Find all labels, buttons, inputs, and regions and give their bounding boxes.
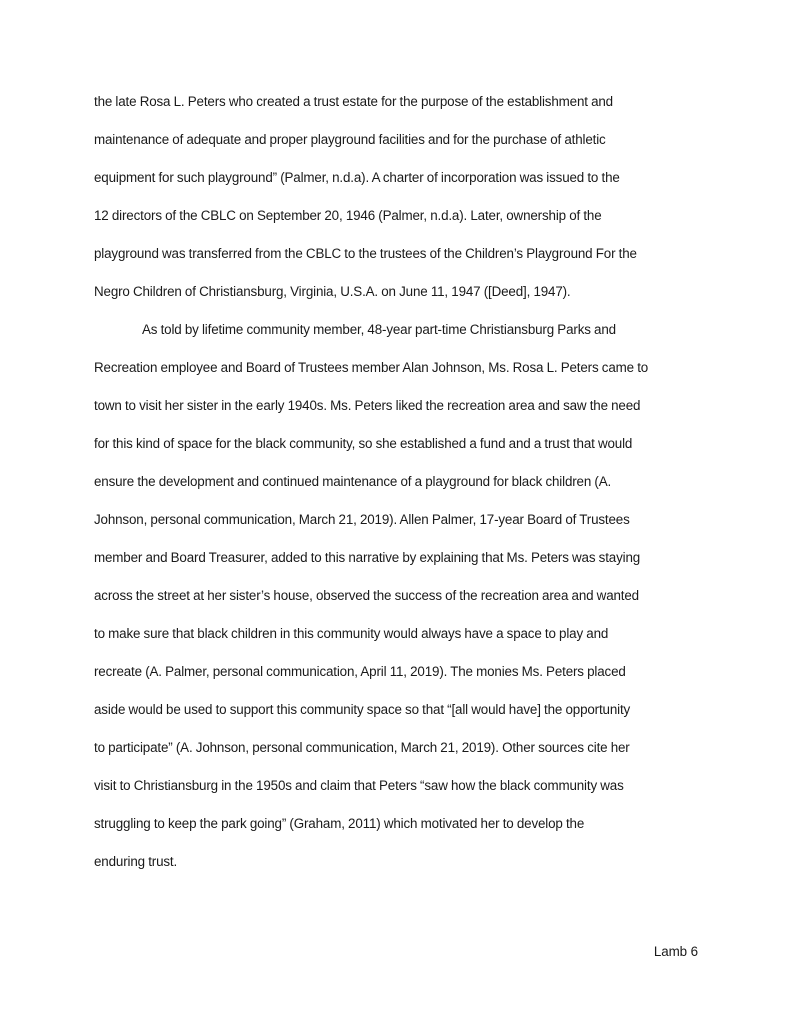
- text-line: across the street at her sister’s house, observed the success of the recreation area and wanted: [94, 588, 639, 603]
- paragraph-2: [94, 320, 714, 890]
- text-line: enduring trust.: [94, 854, 178, 869]
- text-line: to participate” (A. Johnson, personal communication, March 21, 2019). Other sources cite her: [94, 740, 630, 755]
- body-text: [94, 92, 714, 890]
- text-line: town to visit her sister in the early 1940s. Ms. Peters liked the recreation area and saw the need: [94, 398, 641, 413]
- text-line-indented: As told by lifetime community member, 48-year part-time Christiansburg Parks and: [142, 322, 616, 337]
- text-line: aside would be used to support this community space so that “[all would have] the opportunity: [94, 702, 631, 717]
- text-line: ensure the development and continued maintenance of a playground for black children (A.: [94, 474, 612, 489]
- text-line: 12 directors of the CBLC on September 20, 1946 (Palmer, n.d.a). Later, ownership of the: [94, 208, 602, 223]
- text-line: Recreation employee and Board of Trustees member Alan Johnson, Ms. Rosa L. Peters came to: [94, 360, 649, 375]
- text-line: maintenance of adequate and proper playground facilities and for the purchase of athletic: [94, 132, 606, 147]
- text-line: recreate (A. Palmer, personal communication, April 11, 2019). The monies Ms. Peters placed: [94, 664, 626, 679]
- text-line: equipment for such playground” (Palmer, n.d.a). A charter of incorporation was issued to the: [94, 170, 620, 185]
- text-line: the late Rosa L. Peters who created a trust estate for the purpose of the establishment and: [94, 94, 613, 109]
- text-line: Johnson, personal communication, March 21, 2019). Allen Palmer, 17-year Board of Trustees: [94, 512, 630, 527]
- text-line: struggling to keep the park going” (Graham, 2011) which motivated her to develop the: [94, 816, 585, 831]
- text-line: for this kind of space for the black community, so she established a fund and a trust that would: [94, 436, 633, 451]
- text-line: member and Board Treasurer, added to this narrative by explaining that Ms. Peters was staying: [94, 550, 641, 565]
- page-number: Lamb 6: [653, 944, 698, 959]
- text-line: visit to Christiansburg in the 1950s and claim that Peters “saw how the black community was: [94, 778, 624, 793]
- text-line: Negro Children of Christiansburg, Virginia, U.S.A. on June 11, 1947 ([Deed], 1947).: [94, 284, 571, 299]
- text-line: to make sure that black children in this community would always have a space to play and: [94, 626, 609, 641]
- text-line: playground was transferred from the CBLC to the trustees of the Children’s Playground For the: [94, 246, 637, 261]
- paragraph-1: [94, 92, 714, 320]
